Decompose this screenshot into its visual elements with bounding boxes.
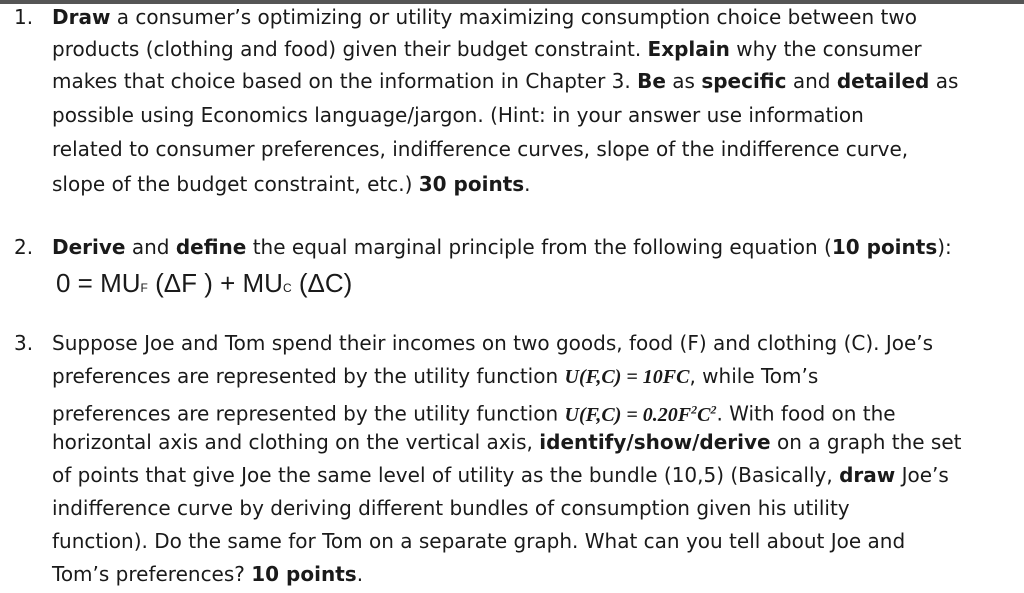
bold-text: 10 points bbox=[831, 235, 938, 259]
eq-part: (ΔF ) + MU bbox=[147, 268, 283, 298]
text: , while Tom’s bbox=[689, 364, 819, 388]
q1-line-3 bbox=[52, 64, 958, 98]
marginal-equation bbox=[56, 266, 352, 305]
text: products (clothing and food) given their budget constraint. bbox=[52, 37, 648, 61]
bold-text: define bbox=[175, 235, 247, 259]
math-exponent: 2 bbox=[710, 402, 717, 416]
math-part: U(F,C) = 0.20F bbox=[564, 403, 692, 426]
q1-line-2 bbox=[52, 32, 922, 66]
question-number: 1. bbox=[14, 5, 34, 29]
q3-line-4 bbox=[52, 425, 961, 459]
text: and bbox=[786, 69, 837, 93]
q2-line-1 bbox=[52, 230, 952, 264]
text: preferences are represented by the utility function bbox=[52, 364, 565, 388]
q3-line-7: function). Do the same for Tom on a separate graph. What can you tell about Joe and bbox=[52, 529, 906, 553]
text: on a graph the set bbox=[770, 430, 962, 454]
bold-text: 10 points bbox=[251, 562, 357, 586]
bold-text: Draw bbox=[52, 5, 111, 29]
q1-line-1 bbox=[52, 0, 917, 34]
q3-line-1: Suppose Joe and Tom spend their incomes on two goods, food (F) and clothing (C). Joe’s bbox=[52, 331, 934, 355]
math-part: C bbox=[697, 403, 711, 426]
bold-text: specific bbox=[701, 69, 787, 93]
bold-text: Derive bbox=[52, 235, 126, 259]
q3-line-2 bbox=[52, 359, 818, 394]
text: slope of the budget constraint, etc.) bbox=[52, 172, 419, 196]
text: the equal marginal principle from the following equation ( bbox=[246, 235, 832, 259]
eq-part: 0 = MU bbox=[56, 268, 141, 298]
q3-line-6: indifference curve by deriving different bundles of consumption given his utility bbox=[52, 496, 850, 520]
text: preferences are represented by the utility function bbox=[52, 401, 565, 426]
text: of points that give Joe the same level of utility as the bundle (10,5) (Basically, bbox=[52, 463, 840, 487]
text: . With food on the bbox=[716, 401, 896, 426]
text: Joe’s bbox=[895, 463, 949, 487]
bold-text: identify/show/derive bbox=[539, 430, 771, 454]
text: ): bbox=[937, 235, 952, 259]
q1-line-5 bbox=[52, 132, 908, 166]
utility-function-tom bbox=[565, 404, 717, 426]
text: related to consumer preferences, indifference curves, slope of the indifference curve, bbox=[52, 137, 909, 161]
text: a consumer’s optimizing or utility maximizing consumption choice between two bbox=[110, 5, 917, 29]
eq-subscript: C bbox=[282, 281, 292, 295]
bold-text: draw bbox=[839, 463, 896, 487]
text: Tom’s preferences? bbox=[52, 562, 252, 586]
question-number: 3. bbox=[14, 331, 34, 355]
bold-text: Explain bbox=[647, 37, 730, 61]
text: and bbox=[125, 235, 176, 259]
text: as bbox=[665, 69, 702, 93]
text: . bbox=[524, 172, 531, 196]
math-exponent: 2 bbox=[691, 402, 698, 416]
eq-part: (ΔC) bbox=[291, 268, 353, 298]
text: why the consumer bbox=[729, 37, 922, 61]
q3-line-5 bbox=[52, 458, 949, 492]
text: as bbox=[929, 69, 959, 93]
eq-subscript: F bbox=[140, 281, 148, 295]
bold-text: 30 points bbox=[418, 172, 525, 196]
bold-text: detailed bbox=[836, 69, 930, 93]
utility-function-joe: U(F,C) = 10FC bbox=[564, 366, 690, 388]
text: . bbox=[356, 562, 364, 586]
q3-line-8 bbox=[52, 557, 363, 591]
question-number: 2. bbox=[14, 235, 34, 259]
bold-text: Be bbox=[637, 69, 666, 93]
q1-line-6 bbox=[52, 167, 531, 201]
q1-line-4 bbox=[52, 98, 864, 132]
text: makes that choice based on the information in Chapter 3. bbox=[52, 69, 638, 93]
text: horizontal axis and clothing on the vertical axis, bbox=[52, 430, 540, 454]
text: possible using Economics language/jargon. (Hint: in your answer use information bbox=[52, 103, 864, 127]
